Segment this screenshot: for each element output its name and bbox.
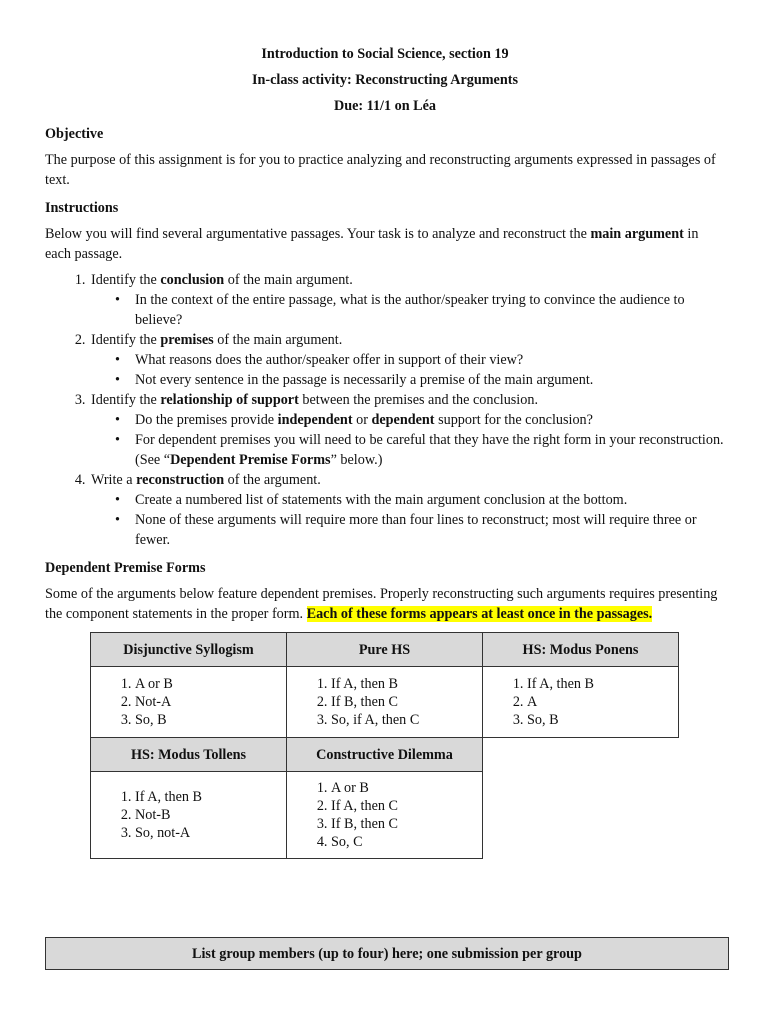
form-line: 3. So, B bbox=[527, 711, 678, 729]
form-line: 3. If B, then C bbox=[331, 815, 482, 833]
table-row bbox=[91, 667, 679, 738]
instruction-steps bbox=[45, 270, 725, 550]
bullet-bold: Dependent Premise Forms bbox=[170, 452, 331, 468]
form-line: 2. Not-B bbox=[135, 806, 286, 824]
step-text: Write a bbox=[91, 472, 137, 488]
bullet-bold: dependent bbox=[371, 412, 435, 428]
intro-text-end: in each passage. bbox=[45, 226, 699, 262]
form-line: 1. If A, then B bbox=[331, 675, 482, 693]
form-header: Constructive Dilemma bbox=[287, 738, 483, 772]
dependent-body: Some of the arguments below feature dependent premises. Properly reconstructing such arguments requires presenting the component statements in the proper form. bbox=[45, 586, 718, 622]
objective-text: The purpose of this assignment is for you to practice analyzing and reconstructing arguments expressed in passages of text. bbox=[45, 152, 716, 188]
step-relationship bbox=[89, 390, 725, 470]
bullet-item: • Not every sentence in the passage is necessarily a premise of the main argument. bbox=[135, 370, 725, 390]
form-cell bbox=[287, 667, 483, 738]
step-bullets bbox=[91, 410, 725, 470]
activity-title: In-class activity: Reconstructing Arguments bbox=[252, 72, 518, 88]
bullet-item: • In the context of the entire passage, what is the author/speaker trying to convince the audience to believe? bbox=[135, 290, 725, 330]
bullet-item: • None of these arguments will require more than four lines to reconstruct; most will require three or fewer. bbox=[135, 510, 725, 550]
group-members-box[interactable]: List group members (up to four) here; one submission per group bbox=[45, 937, 729, 970]
form-header: HS: Modus Tollens bbox=[91, 738, 287, 772]
objective-heading: Objective bbox=[45, 126, 104, 142]
form-cell bbox=[91, 667, 287, 738]
form-header: Disjunctive Syllogism bbox=[91, 633, 287, 667]
intro-bold: main argument bbox=[590, 226, 684, 242]
form-lines bbox=[91, 675, 286, 729]
step-text-end: of the main argument. bbox=[224, 272, 353, 288]
dependent-highlight: Each of these forms appears at least once in the passages. bbox=[306, 606, 653, 622]
step-bold: premises bbox=[160, 332, 214, 348]
form-line: 1. If A, then B bbox=[527, 675, 678, 693]
form-lines bbox=[287, 675, 482, 729]
form-line: 4. So, C bbox=[331, 833, 482, 851]
step-premises bbox=[89, 330, 725, 390]
bullet-text: ” below.) bbox=[330, 452, 383, 468]
step-text-end: of the argument. bbox=[224, 472, 321, 488]
document-page bbox=[45, 44, 725, 859]
form-line: 1. If A, then B bbox=[135, 788, 286, 806]
intro-text: Below you will find several argumentative passages. Your task is to analyze and reconstruct the bbox=[45, 226, 591, 242]
step-bold: relationship of support bbox=[160, 392, 299, 408]
step-text-end: of the main argument. bbox=[213, 332, 343, 348]
table-row bbox=[91, 738, 679, 772]
dependent-text bbox=[45, 584, 725, 624]
step-bullets bbox=[91, 290, 725, 330]
due-date: Due: 11/1 on Léa bbox=[333, 98, 437, 114]
bullet-text: Do the premises provide bbox=[135, 412, 278, 428]
step-bold: reconstruction bbox=[136, 472, 225, 488]
form-line: 1. A or B bbox=[135, 675, 286, 693]
step-reconstruction bbox=[89, 470, 725, 550]
form-line: 2. If A, then C bbox=[331, 797, 482, 815]
form-cell bbox=[287, 772, 483, 859]
step-text: Identify the bbox=[91, 332, 161, 348]
bullet-item: • What reasons does the author/speaker offer in support of their view? bbox=[135, 350, 725, 370]
step-bullets bbox=[91, 490, 725, 550]
table-row bbox=[91, 633, 679, 667]
bullet-bold: independent bbox=[277, 412, 353, 428]
bullet-text: or bbox=[352, 412, 372, 428]
bullet-item bbox=[135, 430, 725, 470]
form-line: 1. A or B bbox=[331, 779, 482, 797]
form-cell bbox=[91, 772, 287, 859]
form-lines bbox=[91, 788, 286, 842]
form-lines bbox=[287, 779, 482, 851]
step-bold: conclusion bbox=[160, 272, 225, 288]
empty-cell bbox=[483, 772, 679, 859]
step-text: Identify the bbox=[91, 392, 161, 408]
bullet-text: support for the conclusion? bbox=[434, 412, 593, 428]
empty-cell bbox=[483, 738, 679, 772]
step-conclusion bbox=[89, 270, 725, 330]
step-text-end: between the premises and the conclusion. bbox=[298, 392, 538, 408]
premise-forms-table bbox=[90, 632, 679, 859]
table-row bbox=[91, 772, 679, 859]
form-header: HS: Modus Ponens bbox=[483, 633, 679, 667]
bullet-text: For dependent premises you will need to be careful that they have the right form in your reconstruction. (See “ bbox=[135, 432, 724, 468]
form-line: 2. Not-A bbox=[135, 693, 286, 711]
form-line: 2. A bbox=[527, 693, 678, 711]
course-title: Introduction to Social Science, section 19 bbox=[261, 46, 509, 62]
step-bullets bbox=[91, 350, 725, 390]
dependent-heading: Dependent Premise Forms bbox=[45, 560, 206, 576]
form-header: Pure HS bbox=[287, 633, 483, 667]
form-cell bbox=[483, 667, 679, 738]
form-line: 3. So, not-A bbox=[135, 824, 286, 842]
form-line: 2. If B, then C bbox=[331, 693, 482, 711]
instructions-heading: Instructions bbox=[45, 200, 119, 216]
form-line: 3. So, if A, then C bbox=[331, 711, 482, 729]
form-lines bbox=[483, 675, 678, 729]
form-line: 3. So, B bbox=[135, 711, 286, 729]
bullet-item bbox=[135, 410, 725, 430]
bullet-item: • Create a numbered list of statements with the main argument conclusion at the bottom. bbox=[135, 490, 725, 510]
step-text: Identify the bbox=[91, 272, 161, 288]
instructions-intro bbox=[45, 224, 725, 264]
